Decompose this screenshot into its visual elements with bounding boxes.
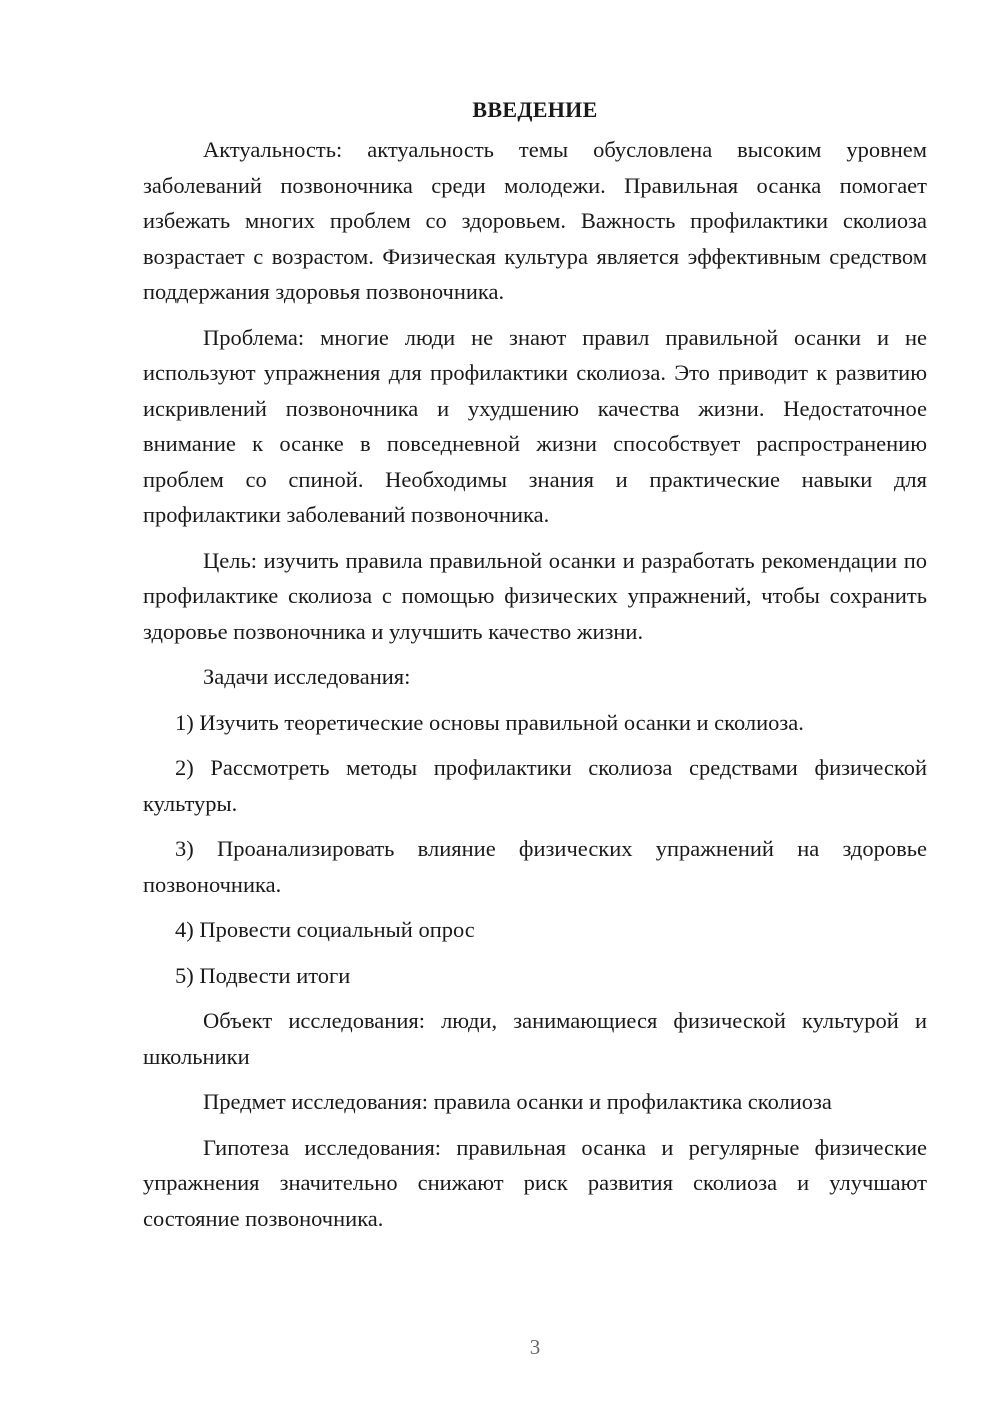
relevance-paragraph: Актуальность: актуальность темы обусловлена высоким уровнем заболеваний позвоночника среди молодежи. Правильная осанка помогает избежать многих проблем со здоровьем. Важность профилактики сколиоза возрастает с возрастом. Физическая культура является эффективным средством поддержания здоровья позвоночника. bbox=[143, 137, 927, 304]
section-title: ВВЕДЕНИЕ bbox=[472, 97, 598, 122]
task-item-3: 3) Проанализировать влияние физических упражнений на здоровье позвоночника. bbox=[143, 836, 927, 897]
problem-paragraph: Проблема: многие люди не знают правил правильной осанки и не используют упражнения для профилактики сколиоза. Это приводит к развитию искривлений позвоночника и ухудшению качества жизни. Недостаточное внимание к осанке в повседневной жизни способствует распространению проблем со спиной. Необходимы знания и практические навыки для профилактики заболеваний позвоночника. bbox=[143, 324, 927, 527]
task-item-4: 4) Провести социальный опрос bbox=[175, 917, 475, 942]
tasks-heading: Задачи исследования: bbox=[203, 664, 411, 689]
page-number: 3 bbox=[529, 1335, 541, 1359]
document-page bbox=[143, 92, 927, 1246]
object-paragraph: Объект исследования: люди, занимающиеся физической культурой и школьники bbox=[143, 1008, 927, 1069]
task-item-1: 1) Изучить теоретические основы правильной осанки и сколиоза. bbox=[175, 709, 804, 735]
goal-paragraph: Цель: изучить правила правильной осанки и разработать рекомендации по профилактике сколиоза с помощью физических упражнений, чтобы сохранить здоровье позвоночника и улучшить качество жизни. bbox=[143, 547, 927, 644]
hypothesis-paragraph: Гипотеза исследования: правильная осанка и регулярные физические упражнения значительно снижают риск развития сколиоза и улучшают состояние позвоночника. bbox=[143, 1134, 927, 1231]
task-item-2: 2) Рассмотреть методы профилактики сколиоза средствами физической культуры. bbox=[143, 755, 927, 816]
task-item-5: 5) Подвести итоги bbox=[175, 962, 351, 988]
subject-paragraph: Предмет исследования: правила осанки и профилактика сколиоза bbox=[203, 1089, 832, 1114]
